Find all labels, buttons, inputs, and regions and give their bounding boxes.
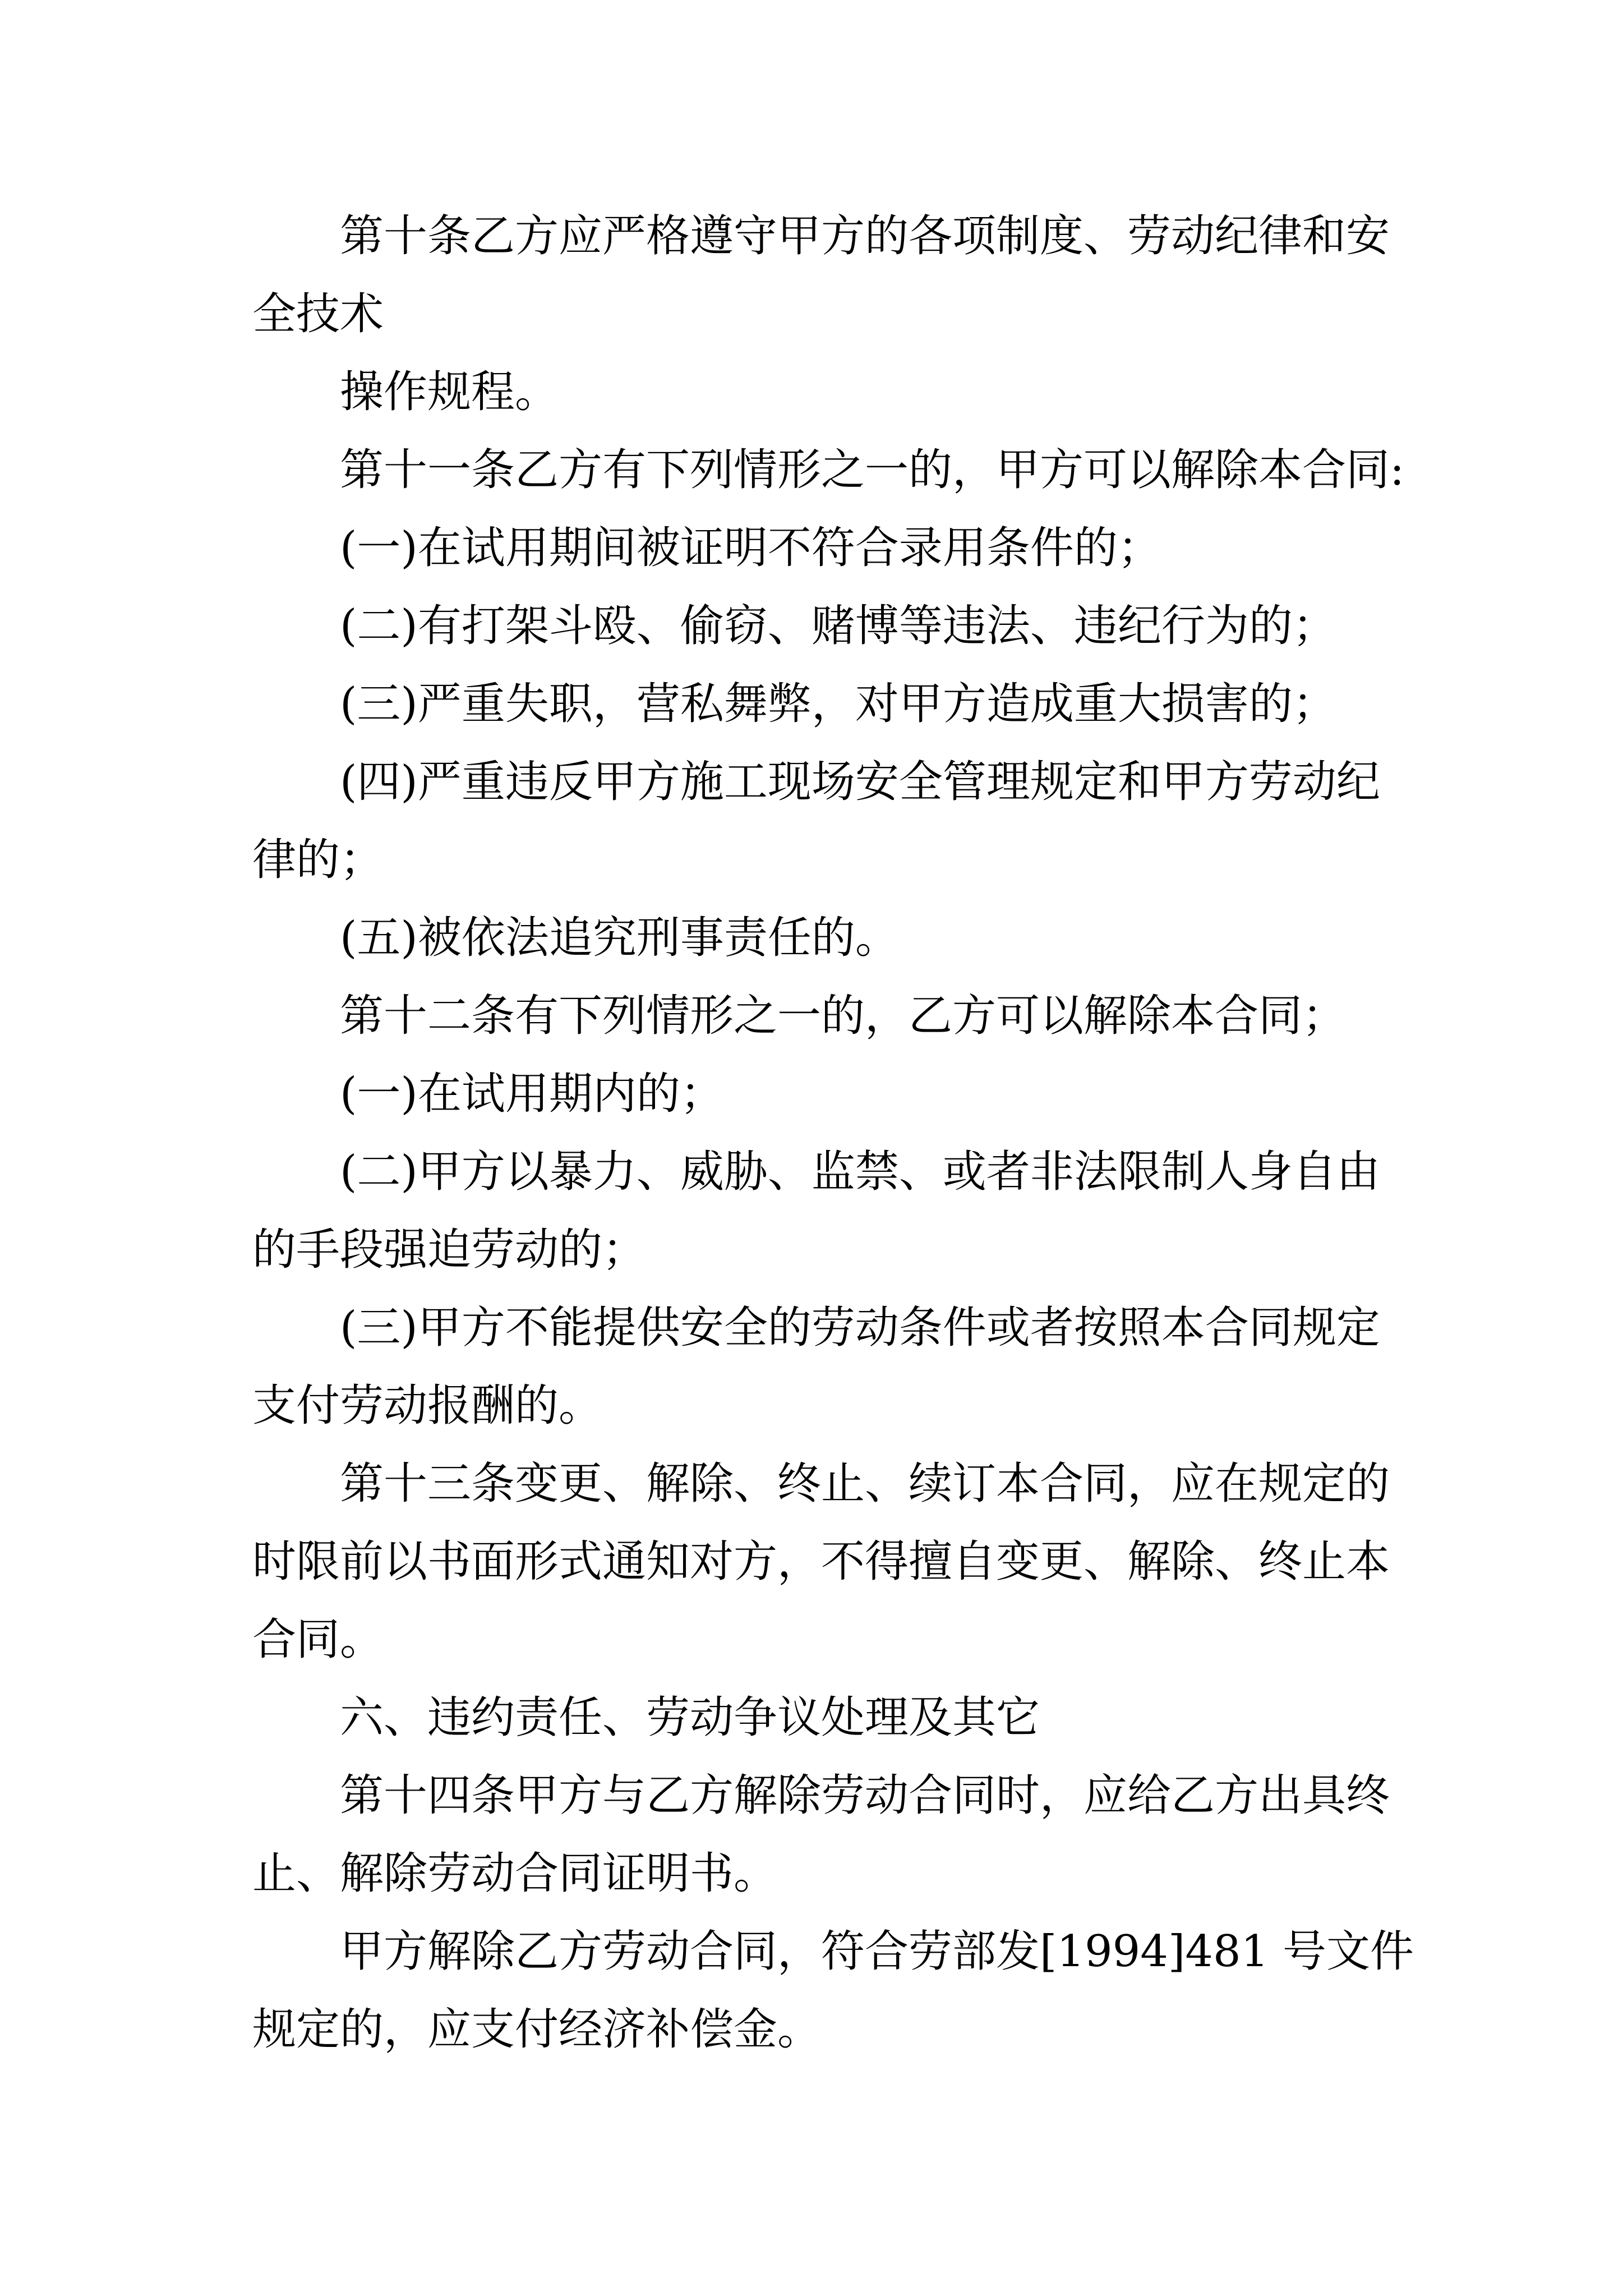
text-line: 规定的，应支付经济补偿金。 — [252, 2004, 822, 2055]
text-line: (三)甲方不能提供安全的劳动条件或者按照本合同规定 — [340, 1303, 1380, 1353]
text-line: 第十三条变更、解除、终止、续订本合同，应在规定的 — [340, 1458, 1390, 1509]
text-line: 第十一条乙方有下列情形之一的，甲方可以解除本合同: — [340, 445, 1405, 495]
text-line: (一)在试用期内的； — [340, 1069, 724, 1119]
text-line: 律的； — [252, 835, 384, 885]
text-line: 操作规程。 — [340, 367, 559, 417]
text-line: (三)严重失职，营私舞弊，对甲方造成重大损害的； — [340, 679, 1336, 729]
text-line: 支付劳动报酬的。 — [252, 1381, 603, 1431]
text-line: 止、解除劳动合同证明书。 — [252, 1848, 778, 1899]
text-line: (二)有打架斗殴、偷窃、赌博等违法、违纪行为的； — [340, 601, 1336, 651]
text-line: (五)被依法追究刑事责任的。 — [340, 913, 899, 963]
text-line: 六、违约责任、劳动争议处理及其它 — [340, 1692, 1040, 1743]
text-line: 时限前以书面形式通知对方，不得擅自变更、解除、终止本 — [252, 1536, 1390, 1587]
text-line: (二)甲方以暴力、威胁、监禁、或者非法限制人身自由 — [340, 1147, 1380, 1197]
text-line: 全技术 — [252, 289, 384, 339]
text-line: 甲方解除乙方劳动合同，符合劳部发[1994]481 号文件 — [340, 1926, 1414, 1977]
text-line: 合同。 — [252, 1614, 384, 1665]
text-line: 的手段强迫劳动的； — [252, 1225, 647, 1275]
text-line: (一)在试用期间被证明不符合录用条件的； — [340, 523, 1161, 573]
text-line: 第十四条甲方与乙方解除劳动合同时，应给乙方出具终 — [340, 1770, 1390, 1821]
text-line: 第十二条有下列情形之一的，乙方可以解除本合同； — [340, 991, 1347, 1041]
document-body — [252, 197, 1424, 2069]
text-line: 第十条乙方应严格遵守甲方的各项制度、劳动纪律和安 — [340, 211, 1390, 261]
text-line: (四)严重违反甲方施工现场安全管理规定和甲方劳动纪 — [340, 757, 1380, 807]
